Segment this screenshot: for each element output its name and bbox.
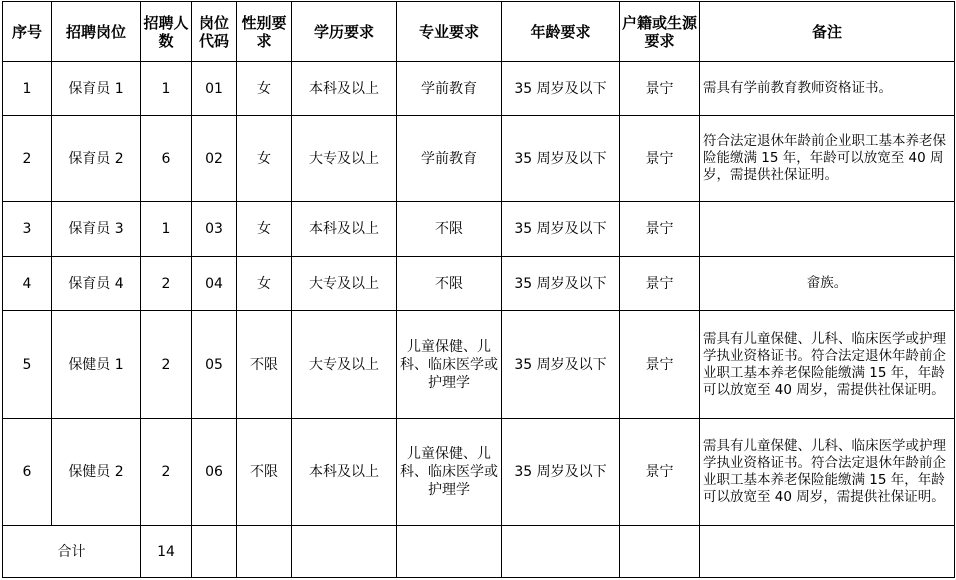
cell-age: 35 周岁及以下 — [502, 257, 620, 311]
empty-cell — [502, 526, 620, 578]
header-major: 专业要求 — [397, 2, 502, 62]
cell-household: 景宁 — [620, 202, 700, 257]
total-row — [3, 526, 955, 578]
empty-cell — [237, 526, 292, 578]
cell-age: 35 周岁及以下 — [502, 311, 620, 419]
cell-gender: 女 — [237, 62, 292, 116]
cell-position: 保育员 2 — [52, 116, 141, 202]
header-age: 年龄要求 — [502, 2, 620, 62]
cell-education: 本科及以上 — [292, 62, 397, 116]
cell-major: 学前教育 — [397, 62, 502, 116]
cell-gender: 女 — [237, 257, 292, 311]
cell-household: 景宁 — [620, 62, 700, 116]
cell-major: 儿童保健、儿科、临床医学或护理学 — [397, 419, 502, 526]
cell-gender: 不限 — [237, 419, 292, 526]
empty-cell — [292, 526, 397, 578]
table-row — [3, 116, 955, 202]
header-gender: 性别要求 — [237, 2, 292, 62]
cell-education: 大专及以上 — [292, 311, 397, 419]
cell-household: 景宁 — [620, 257, 700, 311]
cell-seq: 5 — [3, 311, 52, 419]
cell-education: 大专及以上 — [292, 116, 397, 202]
cell-household: 景宁 — [620, 419, 700, 526]
cell-education: 本科及以上 — [292, 202, 397, 257]
cell-seq: 6 — [3, 419, 52, 526]
total-label: 合计 — [3, 526, 141, 578]
cell-position: 保育员 3 — [52, 202, 141, 257]
cell-code: 04 — [192, 257, 237, 311]
cell-seq: 2 — [3, 116, 52, 202]
cell-age: 35 周岁及以下 — [502, 62, 620, 116]
cell-count: 2 — [141, 419, 192, 526]
header-count: 招聘人数 — [141, 2, 192, 62]
cell-count: 1 — [141, 62, 192, 116]
recruitment-table — [2, 1, 955, 578]
cell-remarks: 需具有儿童保健、儿科、临床医学或护理学执业资格证书。符合法定退休年龄前企业职工基本养老保险能缴满 15 年，年龄可以放宽至 40 周岁，需提供社保证明。 — [700, 311, 955, 419]
table-row — [3, 419, 955, 526]
cell-code: 03 — [192, 202, 237, 257]
cell-code: 02 — [192, 116, 237, 202]
empty-cell — [700, 526, 955, 578]
cell-age: 35 周岁及以下 — [502, 419, 620, 526]
header-position: 招聘岗位 — [52, 2, 141, 62]
cell-major: 不限 — [397, 257, 502, 311]
cell-remarks: 畲族。 — [700, 257, 955, 311]
header-code: 岗位代码 — [192, 2, 237, 62]
empty-cell — [192, 526, 237, 578]
cell-gender: 不限 — [237, 311, 292, 419]
cell-remarks: 符合法定退休年龄前企业职工基本养老保险能缴满 15 年，年龄可以放宽至 40 周岁，需提供社保证明。 — [700, 116, 955, 202]
cell-code: 01 — [192, 62, 237, 116]
empty-cell — [397, 526, 502, 578]
header-education: 学历要求 — [292, 2, 397, 62]
cell-seq: 4 — [3, 257, 52, 311]
cell-education: 大专及以上 — [292, 257, 397, 311]
cell-count: 2 — [141, 311, 192, 419]
cell-remarks: 需具有学前教育教师资格证书。 — [700, 62, 955, 116]
cell-seq: 3 — [3, 202, 52, 257]
cell-gender: 女 — [237, 116, 292, 202]
header-household: 户籍或生源要求 — [620, 2, 700, 62]
header-seq: 序号 — [3, 2, 52, 62]
cell-code: 06 — [192, 419, 237, 526]
table-row — [3, 311, 955, 419]
cell-position: 保健员 2 — [52, 419, 141, 526]
cell-age: 35 周岁及以下 — [502, 202, 620, 257]
table-row — [3, 62, 955, 116]
header-row — [3, 2, 955, 62]
cell-major: 儿童保健、儿科、临床医学或护理学 — [397, 311, 502, 419]
cell-seq: 1 — [3, 62, 52, 116]
empty-cell — [620, 526, 700, 578]
cell-household: 景宁 — [620, 311, 700, 419]
table-row — [3, 257, 955, 311]
cell-count: 6 — [141, 116, 192, 202]
cell-age: 35 周岁及以下 — [502, 116, 620, 202]
cell-count: 2 — [141, 257, 192, 311]
table-row — [3, 202, 955, 257]
cell-education: 本科及以上 — [292, 419, 397, 526]
total-count: 14 — [141, 526, 192, 578]
cell-household: 景宁 — [620, 116, 700, 202]
cell-major: 不限 — [397, 202, 502, 257]
cell-gender: 女 — [237, 202, 292, 257]
cell-position: 保健员 1 — [52, 311, 141, 419]
cell-position: 保育员 1 — [52, 62, 141, 116]
cell-major: 学前教育 — [397, 116, 502, 202]
cell-position: 保育员 4 — [52, 257, 141, 311]
cell-count: 1 — [141, 202, 192, 257]
cell-remarks: 需具有儿童保健、儿科、临床医学或护理学执业资格证书。符合法定退休年龄前企业职工基本养老保险能缴满 15 年，年龄可以放宽至 40 周岁，需提供社保证明。 — [700, 419, 955, 526]
header-remarks: 备注 — [700, 2, 955, 62]
cell-code: 05 — [192, 311, 237, 419]
cell-remarks — [700, 202, 955, 257]
